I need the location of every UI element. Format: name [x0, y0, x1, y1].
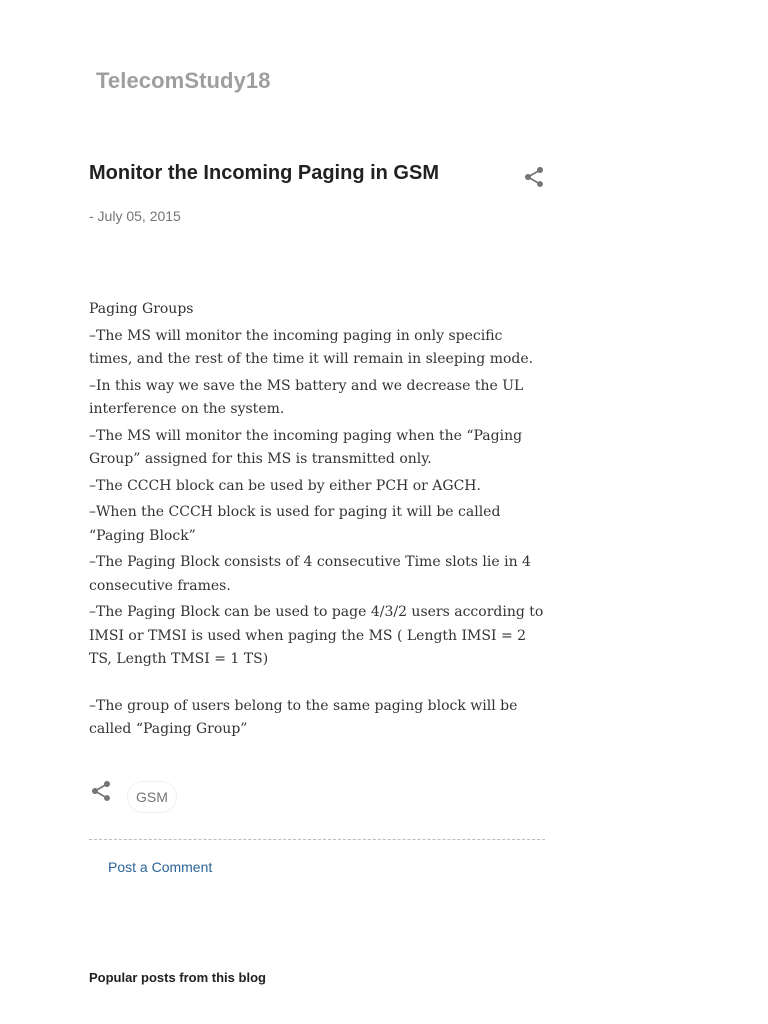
post-paragraph: –The group of users belong to the same paging block will be called “Paging Group”: [89, 697, 518, 737]
popular-posts-heading: Popular posts from this blog: [89, 970, 266, 985]
post-paragraph: –When the CCCH block is used for paging it will be called “Paging Block”: [89, 504, 501, 544]
post-paragraph: –The MS will monitor the incoming paging when the “Paging Group” assigned for this MS is transmitted only.: [89, 427, 523, 467]
post-paragraph: –The Paging Block can be used to page 4/3/2 users according to IMSI or TMSI is used when paging the MS ( Length IMSI = 2 TS, Length TMSI = 1 TS): [89, 604, 544, 667]
post-title: Monitor the Incoming Paging in GSM: [89, 162, 439, 184]
share-button-bottom[interactable]: [89, 779, 113, 803]
post-body: [89, 298, 549, 745]
post-paragraph: –The CCCH block can be used by either PCH or AGCH.: [89, 477, 481, 494]
label-chip-gsm[interactable]: GSM: [127, 781, 177, 813]
blog-title-link[interactable]: TelecomStudy18: [96, 68, 271, 93]
share-icon: [522, 165, 546, 189]
share-icon: [89, 779, 113, 803]
post-comment-link[interactable]: Post a Comment: [108, 859, 213, 875]
post-paragraph: –The Paging Block consists of 4 consecutive Time slots lie in 4 consecutive frames.: [89, 554, 531, 594]
post-paragraph: –The MS will monitor the incoming paging in only specific times, and the rest of the time it will remain in sleeping mode.: [89, 327, 534, 367]
share-button-top[interactable]: [522, 165, 546, 189]
comments-divider: [89, 839, 545, 840]
post-paragraph: –In this way we save the MS battery and we decrease the UL interference on the system.: [89, 377, 524, 417]
post-date[interactable]: - July 05, 2015: [89, 208, 181, 224]
post-heading: Paging Groups: [89, 301, 194, 317]
